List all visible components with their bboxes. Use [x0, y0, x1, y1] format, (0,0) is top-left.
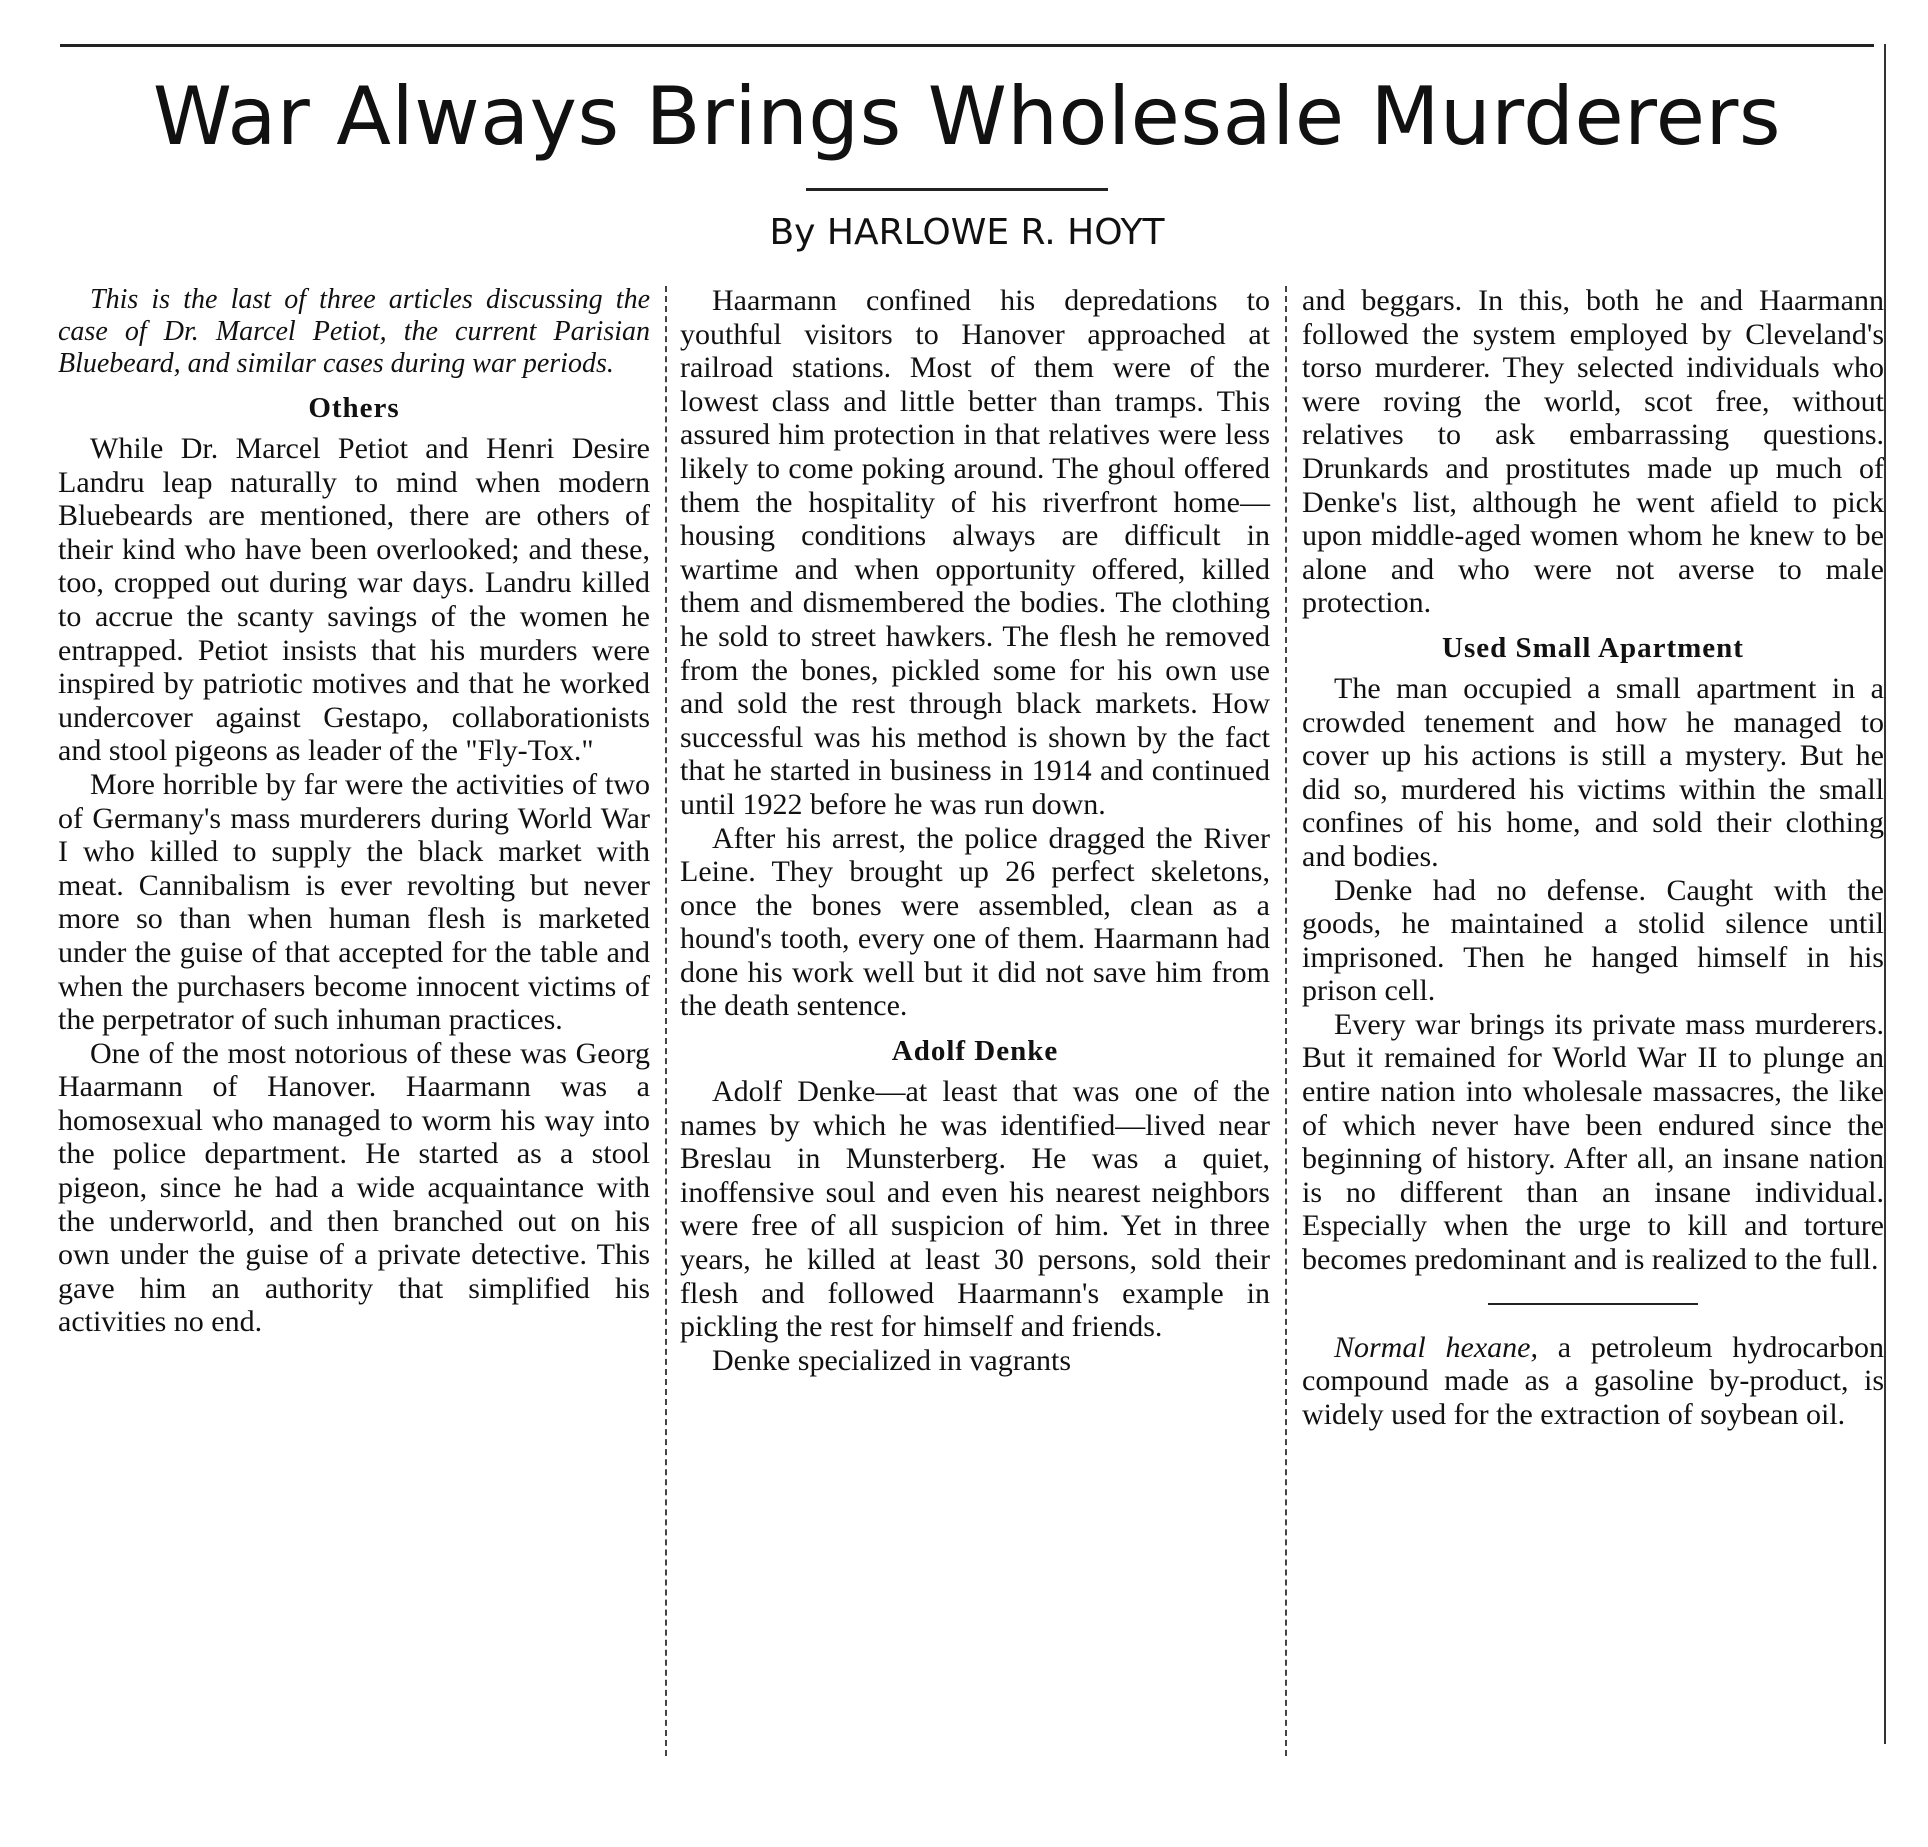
top-rule — [60, 44, 1874, 47]
column-2 — [680, 284, 1270, 1377]
paragraph: Adolf Denke—at least that was one of the names by which he was identified—lived near Breslau in Munsterberg. He was a quiet, inoffensive soul and even his nearest neighbors were free of all suspicion of him. Yet in three years, he killed at least 30 persons, sold their flesh and followed Haarmann's example in pickling the rest for himself and friends. — [680, 1075, 1270, 1344]
column-1 — [58, 284, 650, 1339]
subheading-adolf-denke: Adolf Denke — [891, 1035, 1059, 1068]
column-divider-1 — [665, 286, 667, 1756]
paragraph: Every war brings its private mass murderers. But it remained for World War II to plunge an entire nation into wholesale massacres, the like of which never have been endured since the beginning of history. After all, an insane nation is no different than an insane individual. Especially when the urge to kill and torture becomes predominant and is realized to the full. — [1302, 1007, 1884, 1277]
paragraph: While Dr. Marcel Petiot and Henri Desire Landru leap naturally to mind when modern Bluebeards are mentioned, there are others of their kind who have been overlooked; and these, too, cropped out during war days. Landru killed to accrue the scanty savings of the women he entrapped. Petiot insists that his murders were inspired by patriotic motives and that he worked undercover against Gestapo, collaborationists and stool pigeons as leader of the "Fly-Tox." — [58, 432, 650, 768]
filler-note — [1302, 1331, 1884, 1432]
section-rule — [1488, 1303, 1698, 1305]
paragraph: More horrible by far were the activities of two of Germany's mass murderers during World War I who killed to supply the black market with meat. Cannibalism is ever revolting but never more so than when human flesh is marketed under the guise of that accepted for the table and when the purchasers become innocent victims of the perpetrator of such inhuman practices. — [58, 767, 650, 1037]
column-3 — [1302, 284, 1884, 1431]
column-divider-2 — [1285, 286, 1287, 1756]
paragraph: One of the most notorious of these was Georg Haarmann of Hanover. Haarmann was a homosexual who managed to worm his way into the police department. He started as a stool pigeon, since he had a wide acquaintance with the underworld, and then branched out on his own under the guise of a private detective. This gave him an authority that simplified his activities no end. — [58, 1036, 650, 1339]
filler-note-lead: Normal hexane, — [1334, 1330, 1538, 1364]
intro-paragraph: This is the last of three articles discussing the case of Dr. Marcel Petiot, the current Parisian Bluebeard, and similar cases during war periods. — [58, 284, 650, 379]
subheading-others: Others — [308, 392, 400, 424]
paragraph: and beggars. In this, both he and Haarmann followed the system employed by Cleveland's torso murderer. They selected individuals who were roving the world, scot free, without relatives to ask embarrassing questions. Drunkards and prostitutes made up much of Denke's list, although he went afield to pick upon middle-aged women whom he knew to be alone and who were not averse to male protection. — [1302, 284, 1884, 620]
headline-rule — [806, 188, 1108, 191]
paragraph: Denke specialized in vagrants — [712, 1343, 1072, 1377]
paragraph: Haarmann confined his depredations to youthful visitors to Hanover approached at railroad stations. Most of them were of the lowest class and little better than tramps. This assured him protection in that relatives were less likely to come poking around. The ghoul offered them the hospitality of his riverfront home—housing conditions always are difficult in wartime and when opportunity offered, killed them and dismembered the bodies. The clothing he sold to street hawkers. The flesh he removed from the bones, pickled some for his own use and sold the rest through black markets. How successful was his method is shown by the fact that he started in business in 1914 and continued until 1922 before he was run down. — [680, 284, 1270, 821]
byline: By HARLOWE R. HOYT — [769, 212, 1165, 253]
filler-note-text: a petroleum hydrocarbon compound made as a gasoline by-product, is widely used for the extraction of soybean oil. — [1302, 1330, 1884, 1431]
subheading-used-small-apartment: Used Small Apartment — [1442, 631, 1744, 664]
paragraph: Denke had no defense. Caught with the goods, he maintained a stolid silence until imprisoned. Then he hanged himself in his prison cell. — [1302, 873, 1884, 1008]
headline: War Always Brings Wholesale Murderers — [152, 70, 1782, 163]
right-edge-rule — [1884, 44, 1886, 1744]
paragraph: After his arrest, the police dragged the River Leine. They brought up 26 perfect skeletons, once the bones were assembled, clean as a hound's tooth, every one of them. Haarmann had done his work well but it did not save him from the death sentence. — [680, 821, 1270, 1023]
paragraph: The man occupied a small apartment in a crowded tenement and how he managed to cover up his actions is still a mystery. But he did so, murdered his victims within the small confines of his home, and sold their clothing and bodies. — [1302, 671, 1884, 873]
